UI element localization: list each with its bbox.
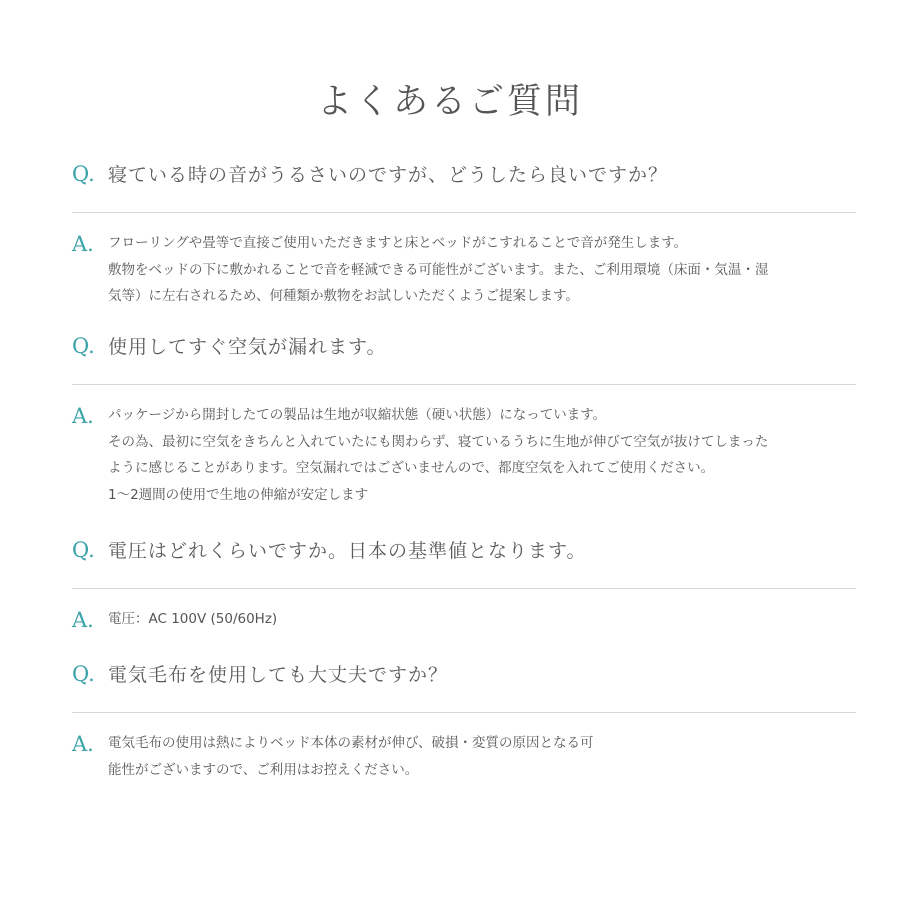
answer-line: 能性がございますので、ご利用はお控えください。 (108, 761, 419, 778)
faq-question-row (72, 660, 856, 712)
answer-mark: A. (72, 732, 94, 756)
answer-mark: A. (72, 232, 94, 256)
faq-question-row (72, 332, 856, 384)
answer-line: 1〜2週間の使用で生地の伸縮が安定します (108, 486, 369, 503)
answer-line: 電圧：AC 100V (50/60Hz) (108, 611, 278, 627)
question-mark: Q. (72, 538, 95, 562)
page-title: よくあるご質問 (316, 82, 583, 122)
answer-line: 電気毛布の使用は熱によりベッド本体の素材が伸び、破損・変質の原因となる可 (108, 735, 594, 751)
divider (72, 384, 856, 385)
faq-answer-row (72, 403, 856, 509)
answer-line: フローリングや畳等で直接ご使用いただきますと床とベッドがこすれることで音が発生します。 (108, 235, 688, 251)
question-mark: Q. (72, 334, 95, 358)
answer-line: パッケージから開封したての製品は生地が収縮状態（硬い状態）になっています。 (108, 407, 607, 423)
divider (72, 712, 856, 713)
faq-question: 電圧はどれくらいですか。日本の基準値となります。 (108, 540, 587, 562)
divider (72, 212, 856, 213)
answer-line: 気等）に左右されるため、何種類か敷物をお試しいただくようご提案します。 (108, 288, 579, 304)
faq-item (72, 332, 856, 509)
faq-item (72, 160, 856, 311)
faq-answer (108, 231, 856, 311)
faq-answer (108, 403, 856, 509)
question-mark: Q. (72, 662, 95, 686)
answer-line: 敷物をベッドの下に敷かれることで音を軽減できる可能性がございます。また、ご利用環境（床面・気温・湿 (108, 261, 769, 278)
faq-answer-row (72, 231, 856, 311)
answer-mark: A. (72, 608, 94, 632)
answer-line: ように感じることがあります。空気漏れではございませんので、都度空気を入れてご使用ください。 (108, 460, 715, 476)
faq-item (72, 536, 856, 634)
faq-question-row (72, 536, 856, 588)
faq-item (72, 660, 856, 784)
faq-answer-row (72, 607, 856, 634)
faq-answer (108, 607, 856, 634)
faq-answer-row (72, 731, 856, 784)
faq-question: 使用してすぐ空気が漏れます。 (108, 336, 387, 358)
faq-question-row (72, 160, 856, 212)
divider (72, 588, 856, 589)
answer-line: その為、最初に空気をきちんと入れていたにも関わらず、寝ているうちに生地が伸びて空気が抜けてしまった (108, 433, 769, 450)
faq-question: 電気毛布を使用しても大丈夫ですか？ (108, 664, 449, 686)
faq-question: 寝ている時の音がうるさいのですが、どうしたら良いですか？ (108, 164, 669, 186)
question-mark: Q. (72, 162, 95, 186)
faq-answer (108, 731, 856, 784)
answer-mark: A. (72, 404, 94, 428)
